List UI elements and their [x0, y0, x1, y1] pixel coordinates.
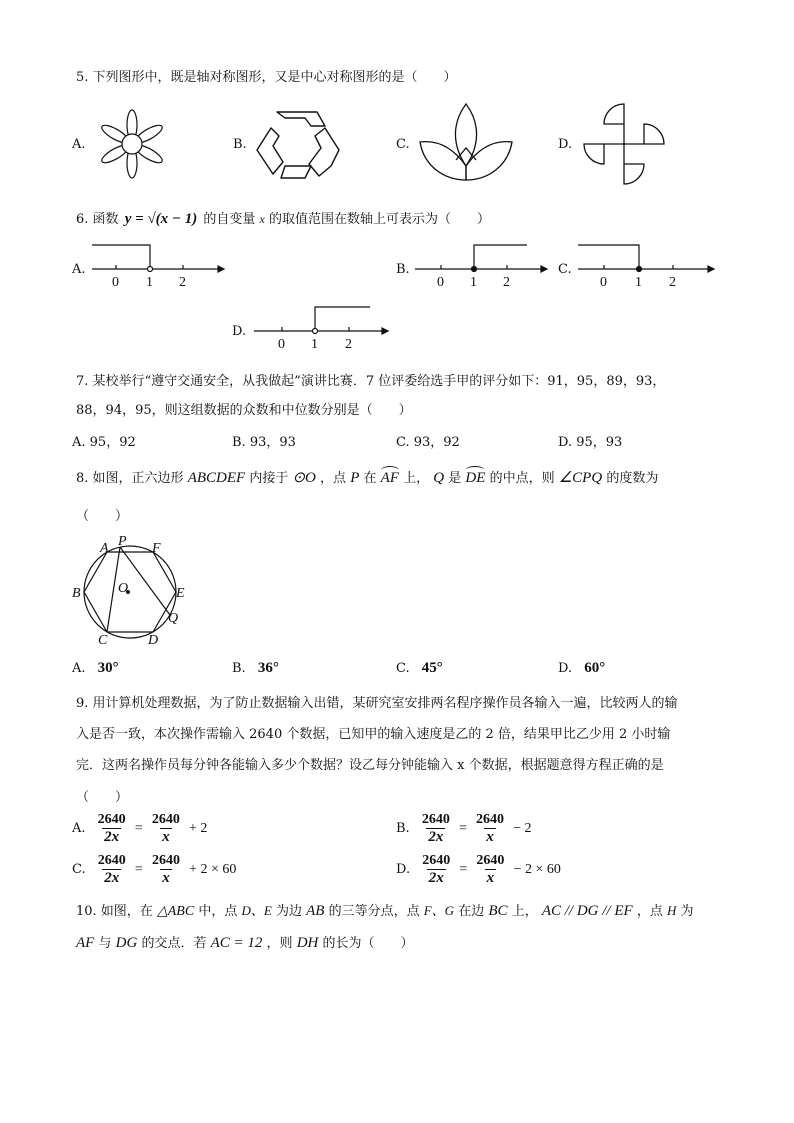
- q8-option-a-letter: A.: [72, 661, 86, 676]
- q9-line3: 完．这两名操作员每分钟各能输入多少个数据？设乙每分钟能输入 x 个数据，根据题意得方程正确的是: [76, 758, 664, 773]
- q5-option-d-label[interactable]: D.: [558, 137, 573, 152]
- q8-hexagon-name: ABCDEF: [187, 470, 246, 486]
- q10-l2-b: 的交点．若: [141, 936, 207, 951]
- q6-a-tick-0: 0: [112, 275, 119, 290]
- q7-stem-line2: 88，94，95，则这组数据的众数和中位数分别是（ ）: [76, 403, 412, 418]
- q6-b-tick-2: 2: [503, 275, 510, 290]
- q5-figure-b-recycle: [255, 106, 341, 182]
- q8-option-b-letter: B.: [232, 661, 246, 676]
- q9-option-c-letter: C.: [72, 862, 86, 877]
- q8-paren: （ ）: [76, 509, 129, 524]
- q10-triangle: △ABC: [156, 904, 195, 919]
- q8-stem-f: 的中点，则: [489, 471, 555, 486]
- q8-stem-g: 的度数为: [606, 471, 659, 486]
- q9-d-fraction-right: $\frac{2640}{x}$: [476, 853, 505, 886]
- q10-side-ab: AB: [306, 903, 325, 919]
- q6-d-tick-0: 0: [278, 337, 285, 352]
- q8-stem-b: ，点: [320, 471, 347, 486]
- q8-stem-pre: 8. 如图，正六边形: [76, 471, 184, 486]
- q6-option-a-numberline: [90, 240, 226, 290]
- q10-l2-d: 的长为（ ）: [322, 936, 414, 951]
- q8-stem-d: 上，: [403, 471, 430, 486]
- q5-figure-c-lotus: [418, 102, 514, 184]
- q8-label-c: C: [98, 633, 108, 648]
- q9-option-a[interactable]: A. $\frac{2640}{2x}$ = $\frac{2640}{x}$ + 2: [72, 812, 208, 845]
- q9-d-tail: − 2 × 60: [513, 861, 561, 877]
- q10-l2-a: 与: [98, 936, 112, 951]
- q10-l1-c: 为边: [275, 904, 302, 919]
- q9-c-fraction-right: $\frac{2640}{x}$: [151, 853, 180, 886]
- q6-d-tick-2: 2: [345, 337, 352, 352]
- q9-a-fraction-left: $\frac{2640}{2x}$: [97, 812, 126, 845]
- q6-option-d-label[interactable]: D.: [232, 324, 247, 339]
- q9-b-fraction-left: $\frac{2640}{2x}$: [421, 812, 450, 845]
- q7-option-b[interactable]: B. 93，93: [232, 435, 296, 450]
- q6-option-d-numberline: [252, 302, 392, 352]
- q8-option-b-value: 36°: [257, 660, 279, 676]
- q10-point-h: H: [666, 903, 677, 918]
- q10-ac-equals: AC = 12: [210, 935, 263, 951]
- q9-a-fraction-right: $\frac{2640}{x}$: [151, 812, 180, 845]
- q8-angle: ∠CPQ: [558, 470, 603, 486]
- q6-option-c-label[interactable]: C.: [558, 262, 572, 277]
- q9-paren: （ ）: [76, 790, 129, 805]
- q10-line2: [76, 932, 414, 952]
- q8-option-c-value: 45°: [421, 660, 443, 676]
- q9-c-fraction-left: $\frac{2640}{2x}$: [97, 853, 126, 886]
- q8-option-a[interactable]: [72, 660, 119, 677]
- q10-l1-d: 的三等分点，点: [328, 904, 420, 919]
- q8-circle-name: ⊙O: [292, 470, 316, 486]
- q9-option-a-letter: A.: [72, 821, 86, 836]
- q10-points-de: D、E: [241, 903, 272, 918]
- q10-points-fg: F、G: [423, 903, 455, 918]
- q6-c-tick-2: 2: [669, 275, 676, 290]
- q5-figure-a-flower: [94, 104, 170, 184]
- q5-option-b-label[interactable]: B.: [233, 137, 247, 152]
- q6-stem-post: 的取值范围在数轴上可表示为（ ）: [268, 212, 490, 227]
- q9-line2: 入是否一致，本次操作需输入 2640 个数据，已知甲的输入速度是乙的 2 倍，结果甲比乙少用 2 小时输: [76, 727, 671, 742]
- q8-option-a-value: 30°: [97, 660, 119, 676]
- q8-option-c[interactable]: [396, 660, 443, 677]
- q8-label-e: E: [176, 586, 185, 601]
- q6-stem: [76, 208, 490, 228]
- q6-option-a-label[interactable]: A.: [72, 262, 86, 277]
- q10-segment-af: AF: [76, 935, 95, 951]
- q10-l1-f: 上，: [511, 904, 538, 919]
- q5-option-c-label[interactable]: C.: [396, 137, 410, 152]
- q7-stem-line1: 7. 某校举行“遵守交通安全，从我做起”演讲比赛．7 位评委给选手甲的评分如下：91，95，89，93，: [76, 374, 666, 389]
- q5-stem: 5. 下列图形中，既是轴对称图形，又是中心对称图形的是（ ）: [76, 70, 457, 85]
- q9-b-fraction-right: $\frac{2640}{x}$: [476, 812, 505, 845]
- q6-stem-pre: 6. 函数: [76, 212, 119, 227]
- q8-figure-hexagon-in-circle: [68, 534, 192, 650]
- q8-stem-a: 内接于: [249, 471, 289, 486]
- q6-stem-var: x: [259, 212, 265, 226]
- q6-a-tick-2: 2: [179, 275, 186, 290]
- q7-option-c[interactable]: C. 93，92: [396, 435, 460, 450]
- q6-option-c-numberline: [576, 240, 716, 290]
- q8-stem: [76, 466, 658, 487]
- q10-l1-a: 10. 如图，在: [76, 904, 153, 919]
- q8-label-a: A: [100, 541, 109, 556]
- q8-option-b[interactable]: [232, 660, 279, 677]
- q8-point-q: Q: [433, 470, 445, 486]
- q10-line1: [76, 900, 694, 920]
- q7-option-a[interactable]: A. 95，92: [72, 435, 136, 450]
- q9-a-tail: + 2: [189, 820, 208, 836]
- q9-d-fraction-left: $\frac{2640}{2x}$: [422, 853, 451, 886]
- q9-option-d-letter: D.: [396, 862, 411, 877]
- q8-arc-de: DE: [465, 466, 485, 487]
- q6-b-tick-1: 1: [470, 275, 477, 290]
- q10-parallel: AC // DG // EF: [541, 903, 633, 919]
- q9-option-c[interactable]: C. $\frac{2640}{2x}$ = $\frac{2640}{x}$ + 2 × 60: [72, 853, 237, 886]
- q6-a-tick-1: 1: [146, 275, 153, 290]
- q10-l1-e: 在边: [458, 904, 485, 919]
- q10-segment-dh: DH: [296, 935, 319, 951]
- q8-arc-af: AF: [381, 466, 399, 487]
- q9-option-b[interactable]: B. $\frac{2640}{2x}$ = $\frac{2640}{x}$ − 2: [396, 812, 532, 845]
- q6-c-tick-1: 1: [635, 275, 642, 290]
- q10-side-bc: BC: [488, 903, 508, 919]
- q6-option-b-label[interactable]: B.: [396, 262, 410, 277]
- q8-point-p: P: [350, 470, 360, 486]
- q8-stem-c: 在: [363, 471, 377, 486]
- q8-label-o: O: [118, 581, 129, 596]
- q9-c-tail: + 2 × 60: [189, 861, 237, 877]
- q10-l1-b: 中，点: [198, 904, 238, 919]
- q6-b-tick-0: 0: [437, 275, 444, 290]
- q8-label-p: P: [118, 534, 127, 549]
- q10-l1-g: ，点: [636, 904, 663, 919]
- q9-b-tail: − 2: [513, 820, 532, 836]
- q10-segment-dg: DG: [115, 935, 138, 951]
- q6-option-b-numberline: [413, 240, 549, 290]
- q5-option-a-label[interactable]: A.: [72, 137, 86, 152]
- q8-label-q: Q: [168, 611, 179, 626]
- q8-option-d-letter: D.: [558, 661, 573, 676]
- q8-option-d-value: 60°: [584, 660, 606, 676]
- q8-option-c-letter: C.: [396, 661, 410, 676]
- q8-label-d: D: [148, 633, 159, 648]
- q7-option-d[interactable]: D. 95，93: [558, 435, 623, 450]
- q8-option-d[interactable]: [558, 660, 605, 677]
- q8-label-f: F: [152, 541, 161, 556]
- q9-line1: 9. 用计算机处理数据，为了防止数据输入出错，某研究室安排两名程序操作员各输入一遍，比较两人的输: [76, 696, 678, 711]
- q8-stem-e: 是: [448, 471, 462, 486]
- q9-option-b-letter: B.: [396, 821, 410, 836]
- q6-c-tick-0: 0: [600, 275, 607, 290]
- q6-stem-formula: y = √(x − 1): [124, 211, 198, 227]
- q6-stem-mid: 的自变量: [203, 212, 256, 227]
- q5-figure-d-pinwheel: [582, 102, 666, 186]
- q10-l1-h: 为: [680, 904, 694, 919]
- q9-option-d[interactable]: D. $\frac{2640}{2x}$ = $\frac{2640}{x}$ − 2 × 60: [396, 853, 561, 886]
- q8-label-b: B: [72, 586, 81, 601]
- q6-d-tick-1: 1: [311, 337, 318, 352]
- q10-l2-c: ，则: [266, 936, 293, 951]
